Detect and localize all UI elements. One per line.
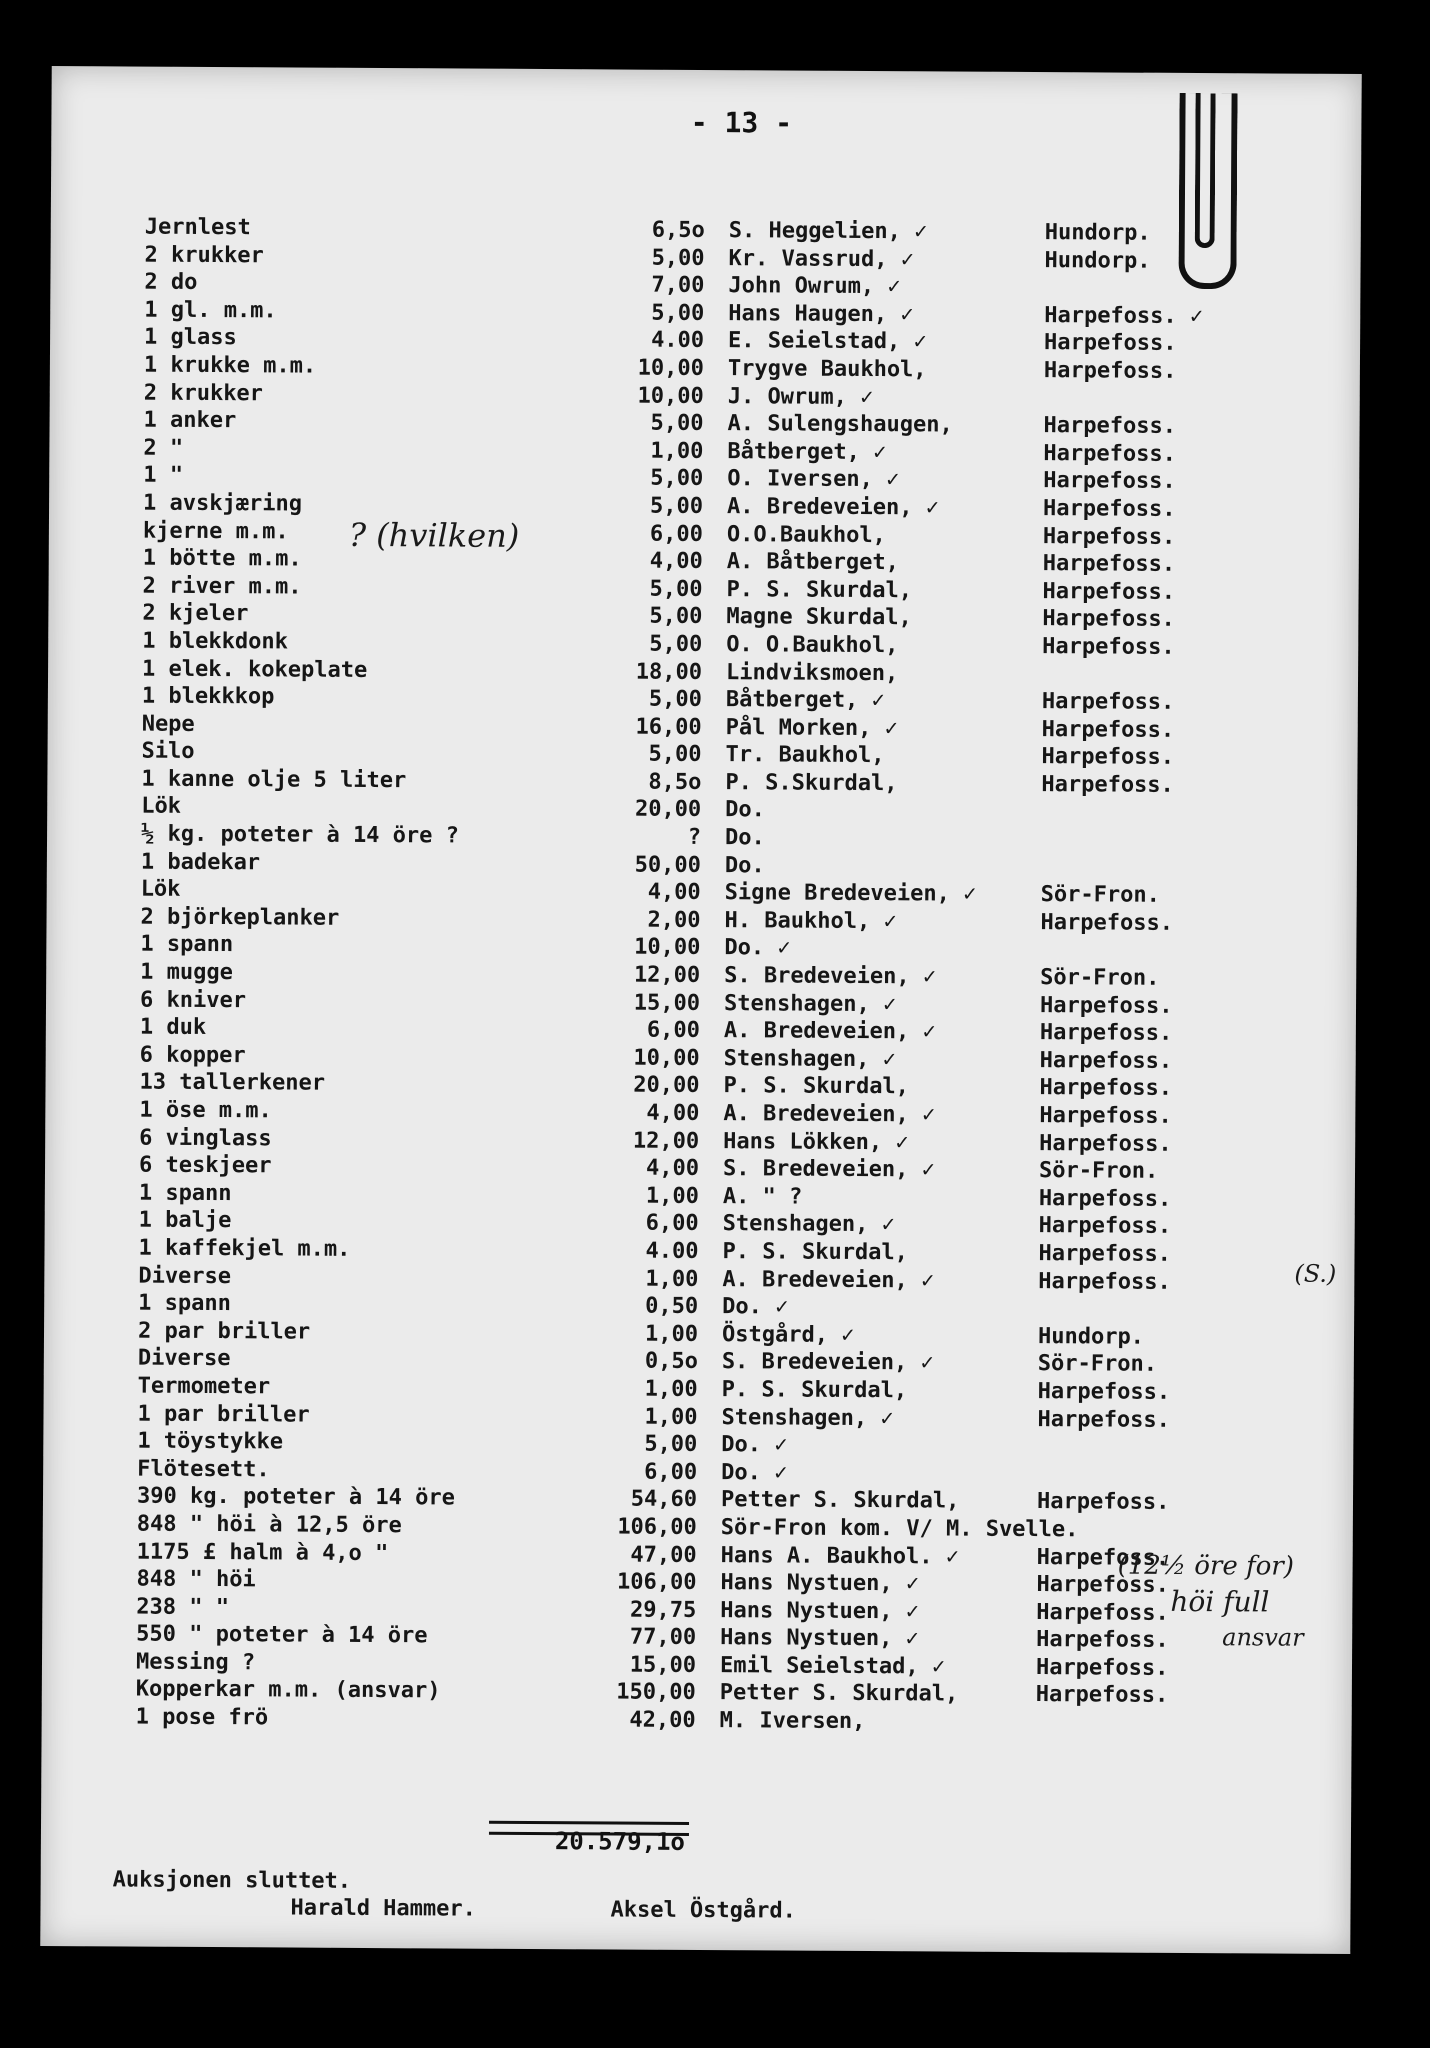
item-description: Jernlest — [144, 214, 251, 241]
item-place: Sör-Fron. — [1040, 965, 1160, 991]
item-place: Harpefoss. — [1043, 440, 1176, 467]
item-description: Flötesett. — [137, 1456, 270, 1483]
item-description: Termometer — [137, 1373, 271, 1400]
item-description: 848 " höi — [136, 1566, 256, 1593]
item-description: 1 badekar — [140, 849, 261, 875]
item-buyer: Hans Nystuen, ✓ — [720, 1570, 920, 1597]
item-place: Hundorp. — [1044, 247, 1151, 274]
item-amount: 5,00 — [644, 1431, 698, 1458]
item-buyer: P. S.Skurdal, — [725, 770, 898, 797]
item-buyer: O.O.Baukhol, — [726, 521, 886, 548]
document-page — [40, 66, 1361, 1954]
item-amount: 10,00 — [637, 355, 704, 381]
item-place: Harpefoss. — [1039, 1047, 1173, 1074]
item-amount: 12,00 — [632, 1128, 700, 1154]
item-buyer: Magne Skurdal, — [726, 604, 912, 631]
item-description: 1 glass — [144, 324, 237, 351]
item-description: 1 kanne olje 5 liter — [141, 766, 407, 794]
item-place: Harpefoss. — [1042, 606, 1175, 633]
item-buyer: P. S. Skurdal, — [723, 1073, 910, 1100]
item-description: 1 bötte m.m. — [142, 545, 302, 572]
item-amount: 10,00 — [637, 383, 704, 409]
item-amount: 1,00 — [645, 1183, 699, 1209]
handwritten-note-price: (12½ öre for) — [1117, 1550, 1294, 1582]
item-description: 1 pose frö — [135, 1704, 269, 1731]
item-amount: 0,5o — [644, 1349, 698, 1375]
item-description: 1 avskjæring — [143, 490, 303, 517]
item-amount: 6,5o — [651, 217, 705, 244]
item-description: 1 krukke m.m. — [143, 352, 317, 379]
item-description: 1 par briller — [137, 1401, 310, 1428]
item-amount: 15,00 — [629, 1652, 697, 1678]
item-place: Harpefoss. — [1041, 744, 1175, 771]
handwritten-note-ansvar: ansvar — [1222, 1623, 1304, 1652]
item-description: 13 tallerkener — [139, 1069, 326, 1097]
item-description: 1 spann — [140, 932, 234, 958]
item-buyer: P. S. Skurdal, — [722, 1239, 909, 1266]
item-buyer: A. " ? — [722, 1183, 803, 1210]
item-description: 2 river m.m. — [142, 573, 302, 600]
item-description: 2 björkeplanker — [140, 904, 340, 931]
item-description: 1 blekkkop — [141, 683, 275, 710]
item-description: 1 duk — [139, 1014, 207, 1041]
item-description: 1 spann — [138, 1290, 231, 1317]
item-description: 1 spann — [138, 1180, 232, 1206]
item-place: Harpefoss. — [1043, 413, 1177, 440]
item-buyer: Kr. Vassrud, ✓ — [728, 245, 915, 272]
closing-text: Auksjonen sluttet. — [112, 1867, 352, 1894]
item-description: 1 töystykke — [137, 1428, 284, 1455]
item-amount: 5,00 — [649, 631, 703, 657]
item-place: Harpefoss. — [1043, 358, 1177, 384]
item-buyer: E. Seielstad, ✓ — [728, 328, 927, 355]
item-buyer: O. Iversen, ✓ — [727, 466, 900, 493]
item-description: 2 kjeler — [142, 600, 249, 627]
item-place: Harpefoss. — [1042, 633, 1175, 660]
item-place: Harpefoss. — [1038, 1268, 1171, 1295]
item-amount: 5,00 — [649, 576, 703, 602]
item-description: 1 balje — [138, 1207, 232, 1234]
item-description: 2 par briller — [137, 1318, 311, 1345]
item-amount: 47,00 — [630, 1542, 697, 1568]
item-amount: 1,00 — [650, 438, 704, 464]
item-buyer: Do. ✓ — [721, 1432, 788, 1458]
item-buyer: S. Bredeveien, ✓ — [722, 1156, 936, 1183]
item-description: 848 " höi à 12,5 öre — [136, 1511, 402, 1539]
item-amount: 4.00 — [651, 328, 705, 354]
item-buyer: Stenshagen, ✓ — [721, 1404, 894, 1431]
item-amount: 10,00 — [633, 1045, 700, 1071]
item-description: Lök — [140, 876, 181, 903]
item-buyer: Stenshagen, ✓ — [723, 1045, 896, 1073]
item-description: 6 kopper — [139, 1042, 246, 1069]
item-description: 1 elek. kokeplate — [141, 656, 368, 683]
item-buyer: M. Iversen, — [719, 1708, 866, 1735]
item-description: 238 " " — [136, 1594, 230, 1620]
item-place: Harpefoss. — [1039, 1103, 1172, 1129]
item-amount: 6,00 — [646, 1017, 700, 1044]
item-buyer: Pål Morken, ✓ — [725, 714, 898, 741]
item-description: 1175 £ halm à 4,o " — [136, 1539, 389, 1566]
item-place: Harpefoss. — [1036, 1572, 1170, 1598]
item-description: 2 " — [143, 435, 184, 461]
item-amount: 1,00 — [644, 1321, 699, 1347]
item-amount: 5,00 — [650, 410, 704, 437]
item-place: Sör-Fron. — [1038, 1158, 1159, 1184]
item-description: Diverse — [137, 1345, 231, 1372]
item-place: Harpefoss. — [1041, 689, 1175, 715]
item-buyer: Hans A. Baukhol. ✓ — [720, 1542, 960, 1570]
item-description: 6 teskjeer — [138, 1152, 272, 1179]
item-amount: 5,00 — [651, 300, 705, 326]
item-buyer: H. Baukhol, ✓ — [724, 907, 897, 935]
item-amount: 2,00 — [647, 907, 701, 933]
item-amount: 5,00 — [648, 741, 702, 768]
item-description: Nepe — [141, 711, 195, 737]
item-place: Sör-Fron. — [1040, 882, 1161, 909]
item-amount: 16,00 — [635, 714, 702, 740]
item-amount: 77,00 — [629, 1624, 697, 1651]
item-buyer: Signe Bredeveien, ✓ — [724, 880, 977, 907]
item-description: Messing ? — [135, 1649, 256, 1676]
item-buyer: J. Owrum, ✓ — [727, 383, 874, 410]
item-buyer: Do. ✓ — [721, 1459, 788, 1486]
item-amount: 10,00 — [634, 935, 701, 961]
item-amount: 5,00 — [649, 603, 703, 630]
item-amount: 1,00 — [644, 1404, 698, 1430]
item-buyer: Do. ✓ — [724, 935, 791, 961]
item-amount: 15,00 — [633, 990, 701, 1016]
item-amount: 20,00 — [634, 797, 702, 823]
item-place: Harpefoss. ✓ — [1044, 302, 1204, 329]
item-amount: 12,00 — [633, 962, 701, 989]
item-place: Harpefoss. — [1037, 1379, 1171, 1405]
item-place: Harpefoss. — [1042, 496, 1176, 522]
item-buyer: Hans Haugen, ✓ — [728, 300, 914, 328]
item-amount: 150,00 — [616, 1679, 696, 1706]
item-description: Diverse — [138, 1263, 232, 1289]
item-buyer: Tr. Baukhol, — [725, 742, 885, 769]
signature-aksel-ostgard: Aksel Östgård. — [610, 1897, 797, 1924]
item-description: 6 vinglass — [139, 1125, 272, 1151]
item-amount: 4,00 — [647, 879, 701, 906]
item-buyer: A. Bredeveien, ✓ — [723, 1018, 936, 1045]
item-place: Hundorp. — [1044, 220, 1151, 246]
page-number: - 13 - — [690, 105, 793, 140]
item-description: 390 kg. poteter à 14 öre — [136, 1483, 455, 1511]
item-amount: 4,00 — [649, 548, 703, 575]
item-amount: 6,00 — [649, 521, 703, 547]
item-place: Harpefoss. — [1042, 523, 1176, 550]
item-buyer: Trygve Baukhol, — [727, 356, 927, 383]
item-buyer: O. O.Baukhol, — [726, 632, 899, 659]
item-place: Sör-Fron. — [1037, 1351, 1158, 1378]
item-buyer: A. Bredeveien, ✓ — [722, 1266, 935, 1293]
item-place: Harpefoss. — [1042, 551, 1176, 578]
item-description: kjerne m.m. — [142, 518, 289, 545]
item-amount: 54,60 — [630, 1486, 698, 1513]
item-place: Hundorp. — [1037, 1323, 1145, 1350]
item-place: Harpefoss. — [1035, 1654, 1169, 1681]
item-amount: 6,00 — [645, 1211, 699, 1237]
item-amount: 106,00 — [616, 1569, 697, 1596]
item-amount: 1,00 — [645, 1266, 699, 1292]
item-description: 2 do — [144, 269, 198, 296]
item-amount: 50,00 — [634, 852, 701, 878]
item-amount: 1,00 — [644, 1376, 698, 1402]
item-buyer: A. Sulengshaugen, — [727, 411, 953, 438]
item-buyer: Emil Seielstad, ✓ — [719, 1653, 946, 1680]
item-place: Harpefoss. — [1038, 1241, 1172, 1267]
item-description: Silo — [141, 738, 195, 765]
handwritten-note-hvilken: ? (hvilken) — [348, 515, 520, 555]
item-buyer: Do. — [724, 852, 765, 879]
item-buyer: S. Heggelien, ✓ — [728, 218, 928, 245]
item-description: 1 mugge — [140, 959, 234, 986]
item-place: Harpefoss. — [1039, 992, 1173, 1019]
item-place: Harpefoss. — [1036, 1489, 1170, 1516]
item-amount: 8,5o — [648, 769, 702, 795]
item-buyer: Do. — [724, 825, 765, 851]
item-amount: 5,00 — [651, 245, 705, 271]
item-amount: 5,00 — [650, 466, 704, 492]
item-buyer: S. Bredeveien, ✓ — [721, 1349, 934, 1376]
item-buyer: Hans Nystuen, ✓ — [720, 1597, 920, 1625]
item-amount: 20,00 — [633, 1072, 700, 1099]
item-buyer: P. S. Skurdal, — [721, 1377, 908, 1404]
item-place: Harpefoss. — [1037, 1406, 1171, 1433]
item-buyer: Petter S. Skurdal, — [720, 1487, 960, 1514]
item-buyer: A. Båtberget, — [726, 549, 899, 576]
item-place: Harpefoss. — [1042, 578, 1176, 605]
item-description: 2 krukker — [144, 242, 264, 268]
item-place: Harpefoss. — [1043, 468, 1176, 495]
item-row — [90, 1703, 1190, 1737]
item-place: Harpefoss. — [1038, 1185, 1172, 1212]
item-description: 550 " poteter à 14 öre — [136, 1621, 428, 1649]
item-place: Harpefoss. — [1036, 1599, 1169, 1626]
item-place: Harpefoss. — [1044, 330, 1177, 357]
item-buyer: Östgård, ✓ — [721, 1321, 855, 1348]
item-amount: 5,00 — [650, 493, 704, 519]
item-buyer: Do. ✓ — [722, 1294, 789, 1320]
item-place: Harpefoss. — [1036, 1627, 1169, 1654]
item-buyer: Lindviksmoen, — [725, 659, 899, 686]
item-buyer: John Owrum, ✓ — [728, 273, 901, 300]
total-amount: 20.579,1o — [554, 1827, 686, 1856]
item-buyer: Sör-Fron kom. V/ M. Svelle. — [720, 1515, 1079, 1543]
auction-item-list — [90, 213, 1204, 1737]
item-place: Harpefoss. — [1035, 1682, 1169, 1709]
item-description: ½ kg. poteter à 14 öre ? — [140, 821, 460, 849]
item-buyer: Stenshagen, ✓ — [723, 990, 897, 1017]
item-description: 1 gl. m.m. — [144, 297, 277, 324]
item-description: 1 öse m.m. — [139, 1097, 272, 1124]
item-buyer: Petter S. Skurdal, — [719, 1680, 959, 1708]
signature-harald-hammer: Harald Hammer. — [290, 1895, 477, 1922]
item-buyer: Båtberget, ✓ — [725, 687, 885, 714]
item-place: Harpefoss. — [1038, 1213, 1172, 1240]
item-place: Harpefoss. — [1039, 1130, 1172, 1157]
item-description: 1 kaffekjel m.m. — [138, 1235, 351, 1262]
item-buyer: Do. — [725, 797, 766, 823]
item-description: 1 blekkdonk — [142, 628, 289, 655]
item-buyer: Båtberget, ✓ — [727, 438, 887, 465]
item-amount: ? — [687, 824, 702, 851]
item-description: Lök — [141, 794, 182, 820]
item-buyer: Hans Nystuen, ✓ — [720, 1625, 919, 1652]
item-description: 6 kniver — [139, 987, 247, 1013]
item-place: Harpefoss. — [1041, 771, 1174, 798]
item-amount: 18,00 — [635, 659, 703, 685]
item-buyer: A. Bredeveien, ✓ — [723, 1101, 936, 1128]
item-description: 1 anker — [143, 407, 237, 434]
item-place: Harpefoss. — [1041, 716, 1175, 743]
item-amount: 0,50 — [645, 1293, 699, 1320]
item-amount: 106,00 — [617, 1514, 697, 1540]
item-buyer: S. Bredeveien, ✓ — [724, 963, 937, 990]
item-place: Harpefoss. — [1039, 1020, 1173, 1047]
item-buyer: Hans Lökken, ✓ — [723, 1128, 909, 1155]
handwritten-note-hoi: höi full — [1170, 1584, 1270, 1619]
item-place: Harpefoss. — [1036, 1544, 1170, 1571]
item-place: Harpefoss. — [1040, 909, 1174, 936]
item-buyer: Stenshagen, ✓ — [722, 1211, 895, 1238]
item-amount: 7,00 — [651, 272, 705, 299]
item-amount: 6,00 — [644, 1459, 698, 1485]
item-buyer: P. S. Skurdal, — [726, 576, 913, 603]
item-amount: 4,00 — [646, 1100, 700, 1126]
handwritten-margin-mark: (S.) — [1294, 1259, 1337, 1288]
item-amount: 29,75 — [630, 1597, 697, 1623]
item-buyer: A. Bredeveien, ✓ — [726, 494, 940, 521]
item-amount: 4,00 — [645, 1155, 700, 1182]
item-place: Harpefoss. — [1039, 1075, 1173, 1102]
item-description: 2 krukker — [143, 380, 264, 406]
item-amount: 5,00 — [648, 686, 702, 713]
item-description: 1 " — [143, 462, 184, 489]
item-amount: 4.00 — [645, 1238, 699, 1264]
item-description: Kopperkar m.m. (ansvar) — [135, 1677, 441, 1704]
item-amount: 42,00 — [629, 1707, 696, 1734]
